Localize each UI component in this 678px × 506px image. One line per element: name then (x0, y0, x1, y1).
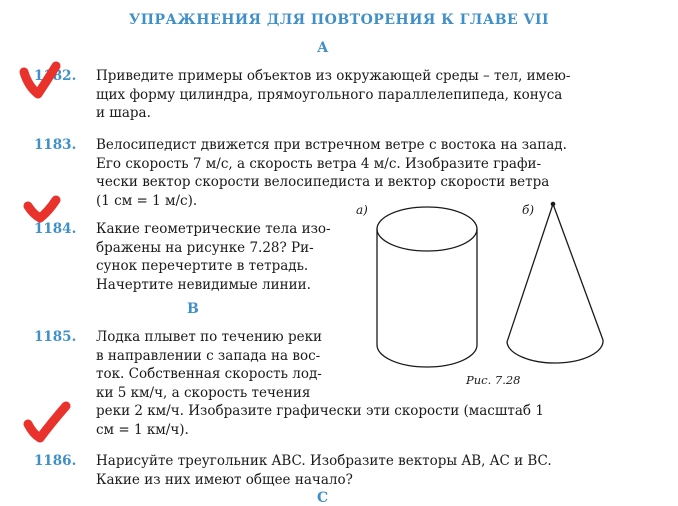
text-line: Приведите примеры объектов из окружающей среды – тел, имею- (96, 68, 571, 84)
section-c-label: С (317, 490, 329, 506)
figure-label-b: б) (522, 203, 535, 217)
exercise-1183-number: 1183. (34, 137, 77, 153)
section-a-label: А (317, 40, 329, 56)
text-line: ки 5 км/ч, а скорость течения (96, 384, 311, 401)
text-line: Его скорость 7 м/с, а скорость ветра 4 м/с. Изобразите графи- (96, 155, 542, 172)
text-line: Начертите невидимые линии. (96, 276, 311, 293)
text-line: см = 1 км/ч). (96, 421, 189, 438)
text-line: ток. Собственная скорость лод- (96, 366, 322, 382)
section-b-label: В (187, 301, 199, 317)
text-line: Нарисуйте треугольник ABC. Изобразите векторы AB, AC и BC. (96, 453, 552, 469)
text-line: в направлении с запада на вос- (96, 347, 321, 364)
text-line: (1 см = 1 м/с). (96, 192, 198, 209)
text-line: сунок перечертите в тетрадь. (96, 258, 309, 274)
exercise-1185-number: 1185. (34, 329, 77, 345)
text-line: Какие геометрические тела изо- (96, 221, 331, 237)
check-mark-icon (24, 66, 56, 94)
text-line: реки 2 км/ч. Изобразите графически эти скорости (масштаб 1 (96, 403, 544, 419)
text-line: щих форму цилиндра, прямоугольного параллелепипеда, конуса (96, 86, 563, 103)
exercise-1186-number: 1186. (34, 453, 77, 469)
exercise-1184-number: 1184. (34, 221, 77, 237)
text-line: бражены на рисунке 7.28? Ри- (96, 239, 314, 256)
text-line: чески вектор скорости велосипедиста и вектор скорости ветра (96, 174, 550, 190)
exercise-1182-number: 1182. (34, 68, 77, 84)
text-line: Велосипедист движется при встречном ветре с востока на запад. (96, 137, 567, 153)
text-line: Какие из них имеют общее начало? (96, 471, 353, 488)
text-line: и шара. (96, 105, 151, 121)
text-line: Лодка плывет по течению реки (96, 329, 323, 345)
check-mark-icon (28, 406, 66, 438)
figure-caption: Рис. 7.28 (466, 373, 521, 387)
figure-label-a: а) (356, 203, 368, 217)
chapter-heading: УПРАЖНЕНИЯ ДЛЯ ПОВТОРЕНИЯ К ГЛАВЕ VII (128, 12, 550, 28)
check-mark-icon (28, 200, 56, 218)
